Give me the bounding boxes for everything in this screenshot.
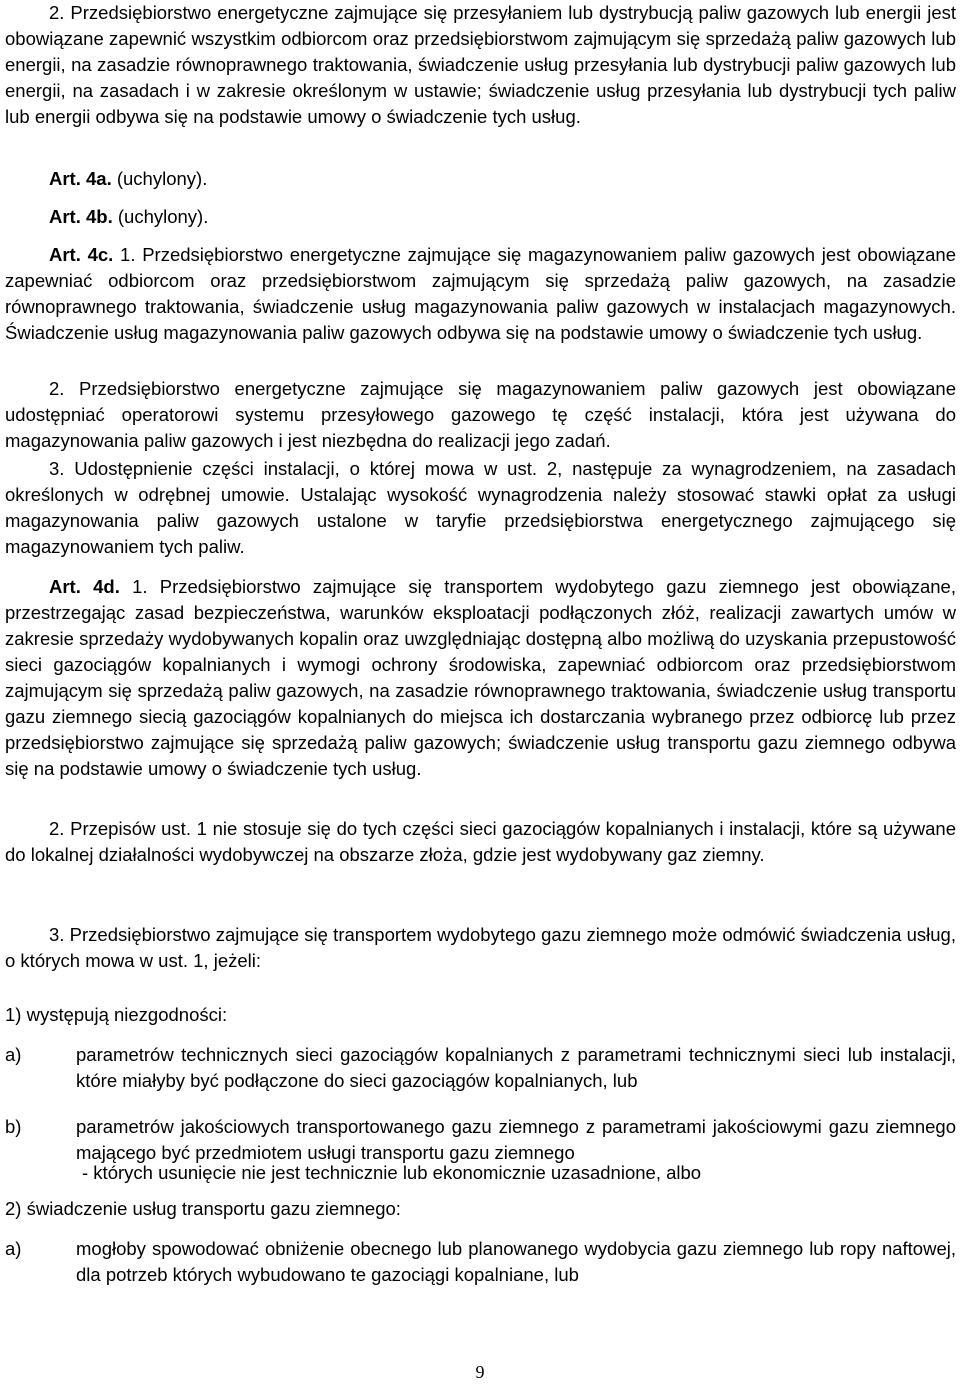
article-label: Art. 4d.	[49, 576, 120, 597]
article-text: 1. Przedsiębiorstwo zajmujące się transportem wydobytego gazu ziemnego jest obowiązane, przestrzegając zasad bezpieczeństwa, warunków eksploatacji podłączonych złóż, realizacji zawartych umów w zakresie sprzedaży wydobywanych kopalin oraz uwzględniając dostępną albo możliwą do uzyskania przepustowość sieci gazociągów kopalnianych i wymogi ochrony środowiska, zapewniać odbiorcom oraz przedsiębiorstwom zajmującym się sprzedażą paliw gazowych, na zasadzie równoprawnego traktowania, świadczenie usług transportu gazu ziemnego siecią gazociągów kopalnianych do miejsca ich dostarczania wybranego przez odbiorcę lub przez przedsiębiorstwo zajmujące się sprzedażą paliw gazowych; świadczenie usług transportu gazu ziemnego odbywa się na podstawie umowy o świadczenie tych usług.	[5, 576, 956, 779]
article-text: 1. Przedsiębiorstwo energetyczne zajmujące się magazynowaniem paliw gazowych jest obowiązane zapewniać odbiorcom oraz przedsiębiorstwom zajmującym się sprzedażą paliw gazowych, na zasadzie równoprawnego traktowania, świadczenie usług magazynowania paliw gazowych w instalacjach magazynowych. Świadczenie usług magazynowania paliw gazowych odbywa się na podstawie umowy o świadczenie tych usług.	[5, 244, 956, 343]
list-item-2a	[5, 1236, 956, 1288]
list-text: parametrów jakościowych transportowanego gazu ziemnego z parametrami jakościowymi gazu ziemnego mającego być przedmiotem usługi transportu gazu ziemnego	[76, 1116, 956, 1163]
paragraph-art4-ust2: 2. Przedsiębiorstwo energetyczne zajmujące się przesyłaniem lub dystrybucją paliw gazowych lub energii jest obowiązane zapewnić wszystkim odbiorcom oraz przedsiębiorstwom zajmującym się sprzedażą paliw gazowych lub energii, na zasadzie równoprawnego traktowania, świadczenie usług przesyłania lub dystrybucji paliw gazowych lub energii, na zasadach i w zakresie określonym w ustawie; świadczenie usług przesyłania lub dystrybucji tych paliw lub energii odbywa się na podstawie umowy o świadczenie tych usług.	[5, 2, 956, 127]
list-text: mogłoby spowodować obniżenie obecnego lub planowanego wydobycia gazu ziemnego lub ropy naftowej, dla potrzeb których wybudowano te gazociągi kopalniane, lub	[76, 1238, 956, 1285]
article-4b	[49, 204, 208, 230]
article-label: Art. 4b.	[49, 206, 113, 227]
list-item-2: 2) świadczenie usług transportu gazu ziemnego:	[5, 1198, 401, 1219]
list-label: b)	[5, 1116, 22, 1137]
article-4c-ust2: 2. Przedsiębiorstwo energetyczne zajmujące się magazynowaniem paliw gazowych jest obowiązane udostępniać operatorowi systemu przesyłowego gazowego tę część instalacji, która jest używana do magazynowania paliw gazowych i jest niezbędna do realizacji jego zadań.	[5, 378, 956, 451]
article-text: (uchylony).	[111, 168, 208, 189]
article-4d-ust1	[5, 574, 956, 782]
list-text: parametrów technicznych sieci gazociągów kopalnianych z parametrami technicznymi sieci lub instalacji, które miałyby być podłączone do sieci gazociągów kopalnianych, lub	[76, 1044, 956, 1091]
article-4d-ust3: 3. Przedsiębiorstwo zajmujące się transportem wydobytego gazu ziemnego może odmówić świadczenia usług, o których mowa w ust. 1, jeżeli:	[5, 924, 956, 971]
page-number: 9	[475, 1362, 485, 1382]
article-4c-ust1	[5, 242, 956, 346]
article-text: (uchylony).	[112, 206, 209, 227]
list-item-1-tail: - których usunięcie nie jest technicznie lub ekonomicznie uzasadnione, albo	[82, 1162, 702, 1183]
list-item-1a	[5, 1042, 956, 1094]
article-4a	[49, 166, 207, 192]
list-item-1: 1) występują niezgodności:	[5, 1004, 228, 1025]
article-label: Art. 4a.	[49, 168, 112, 189]
article-label: Art. 4c.	[49, 244, 114, 265]
article-4d-ust2: 2. Przepisów ust. 1 nie stosuje się do tych części sieci gazociągów kopalnianych i instalacji, które są używane do lokalnej działalności wydobywczej na obszarze złoża, gdzie jest wydobywany gaz ziemny.	[5, 818, 956, 865]
article-4c-ust3: 3. Udostępnienie części instalacji, o której mowa w ust. 2, następuje za wynagrodzeniem, na zasadach określonych w odrębnej umowie. Ustalając wysokość wynagrodzenia należy stosować stawki opłat za usługi magazynowania paliw gazowych ustalone w taryfie przedsiębiorstwa energetycznego zajmującego się magazynowaniem tych paliw.	[5, 458, 956, 557]
list-label: a)	[5, 1044, 22, 1065]
list-label: a)	[5, 1238, 22, 1259]
